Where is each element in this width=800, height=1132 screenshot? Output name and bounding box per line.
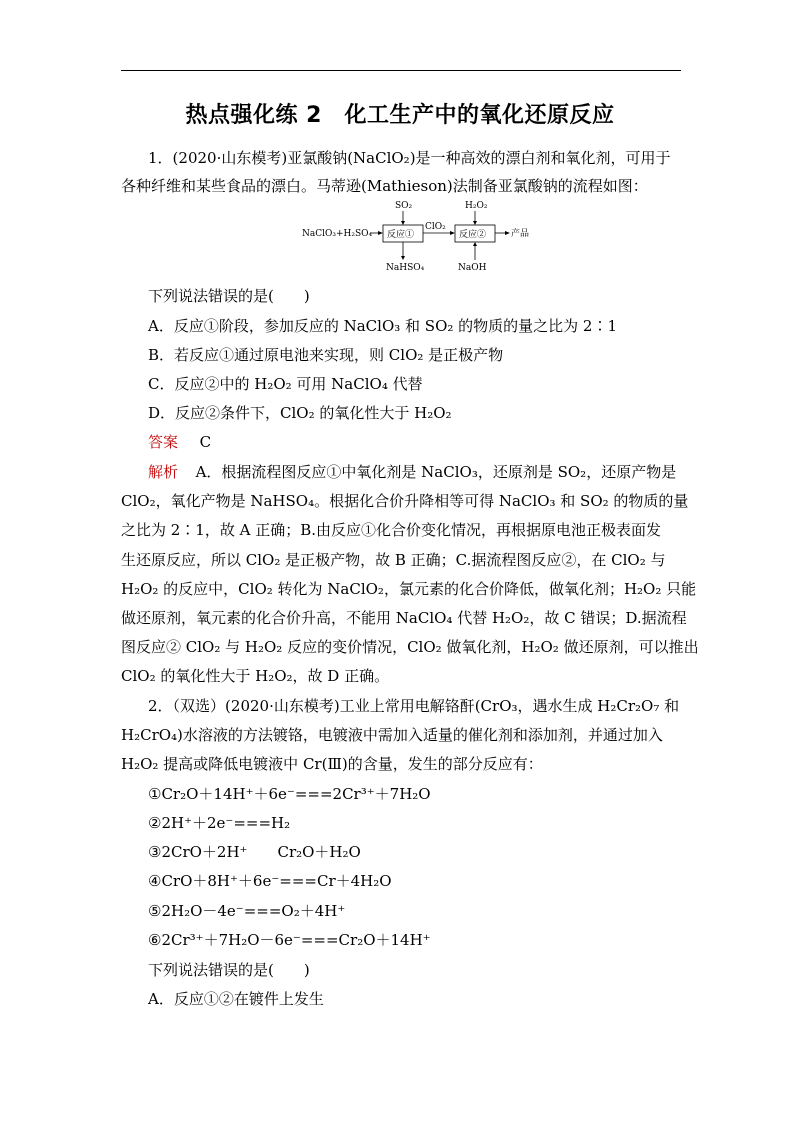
analysis-text-0: A．根据流程图反应①中氧化剂是 NaClO₃，还原剂是 SO₂，还原产物是 [195, 463, 677, 481]
answer-value: C [199, 433, 212, 451]
flow-out1: NaHSO₄ [386, 263, 425, 273]
q1-analysis-line2: ClO₂，氧化产物是 NaHSO₄。根据化合价升降相等可得 NaClO₃ 和 SO₂ 的物质的量 [121, 492, 689, 510]
q1-option-a: A．反应①阶段，参加反应的 NaClO₃ 和 SO₂ 的物质的量之比为 2∶1 [148, 317, 618, 335]
q1-option-d: D．反应②条件下，ClO₂ 的氧化性大于 H₂O₂ [148, 404, 452, 422]
flow-reactor1: 反应① [387, 230, 415, 240]
q2-prompt: 下列说法错误的是( ) [148, 961, 310, 979]
flow-input: NaClO₃+H₂SO₄ [302, 229, 373, 239]
q1-option-c: C．反应②中的 H₂O₂ 可用 NaClO₄ 代替 [148, 375, 423, 393]
q1-analysis-line1 [148, 462, 676, 482]
q2-reaction-6: ⑥2Cr³⁺＋7H₂O－6e⁻===Cr₂O＋14H⁺ [148, 931, 431, 949]
q1-flowchart [300, 198, 540, 274]
q1-analysis-line5: H₂O₂ 的反应中，ClO₂ 转化为 NaClO₂，氯元素的化合价降低，做氧化剂；H₂O₂ 只能 [121, 580, 697, 598]
q1-analysis-line3: 之比为 2∶1，故 A 正确；B.由反应①化合价变化情况，再根据原电池正极表面发 [121, 521, 662, 539]
q2-option-a: A．反应①②在镀件上发生 [148, 990, 324, 1008]
q1-stem-line1: 1．(2020·山东模考)亚氯酸钠(NaClO₂)是一种高效的漂白剂和氧化剂，可用于 [148, 149, 671, 167]
flow-mid: ClO₂ [425, 222, 446, 232]
q1-option-b: B．若反应①通过原电池来实现，则 ClO₂ 是正极产物 [148, 346, 504, 364]
q2-stem-line2: H₂CrO₄)水溶液的方法镀铬，电镀液中需加入适量的催化剂和添加剂，并通过加入 [121, 726, 663, 744]
q1-stem-line2: 各种纤维和某些食品的漂白。马蒂逊(Mathieson)法制备亚氯酸钠的流程如图： [121, 177, 648, 195]
q2-stem-line1: 2．（双选）(2020·山东模考)工业上常用电解铬酐(CrO₃，遇水生成 H₂Cr₂O₇ 和 [148, 697, 680, 715]
q2-reaction-2: ②2H⁺＋2e⁻===H₂ [148, 814, 291, 832]
q1-analysis-line4: 生还原反应，所以 ClO₂ 是正极产物，故 B 正确；C.据流程图反应②，在 ClO₂ 与 [121, 551, 666, 569]
q2-reaction-4: ④CrO＋8H⁺＋6e⁻===Cr＋4H₂O [148, 872, 392, 890]
flow-out2: NaOH [458, 263, 487, 273]
q2-reaction-3: ③2CrO＋2H⁺ Cr₂O＋H₂O [148, 843, 361, 861]
flow-product: 产品 [511, 229, 530, 239]
q2-reaction-1: ①Cr₂O＋14H⁺＋6e⁻===2Cr³⁺＋7H₂O [148, 785, 431, 803]
q2-stem-line3: H₂O₂ 提高或降低电镀液中 Cr(Ⅲ)的含量，发生的部分反应有： [121, 755, 543, 773]
q1-analysis-line7: 图反应② ClO₂ 与 H₂O₂ 反应的变价情况，ClO₂ 做氧化剂，H₂O₂ 做还原剂，可以推出 [121, 638, 699, 656]
page-title: 热点强化练 2 化工生产中的氧化还原反应 [185, 103, 615, 128]
q1-answer [148, 432, 211, 452]
q1-analysis-line8: ClO₂ 的氧化性大于 H₂O₂，故 D 正确。 [121, 667, 390, 685]
q1-prompt: 下列说法错误的是( ) [148, 287, 310, 305]
q2-reaction-5: ⑤2H₂O－4e⁻===O₂＋4H⁺ [148, 902, 346, 920]
flow-in2: H₂O₂ [465, 201, 488, 211]
flow-in1: SO₂ [395, 201, 413, 211]
analysis-label: 解析 [148, 463, 179, 481]
header-rule [121, 70, 681, 71]
q1-analysis-line6: 做还原剂，氧元素的化合价升高，不能用 NaClO₄ 代替 H₂O₂，故 C 错误；D.据流程 [121, 609, 687, 627]
flow-reactor2: 反应② [459, 230, 487, 240]
answer-label: 答案 [148, 433, 179, 451]
